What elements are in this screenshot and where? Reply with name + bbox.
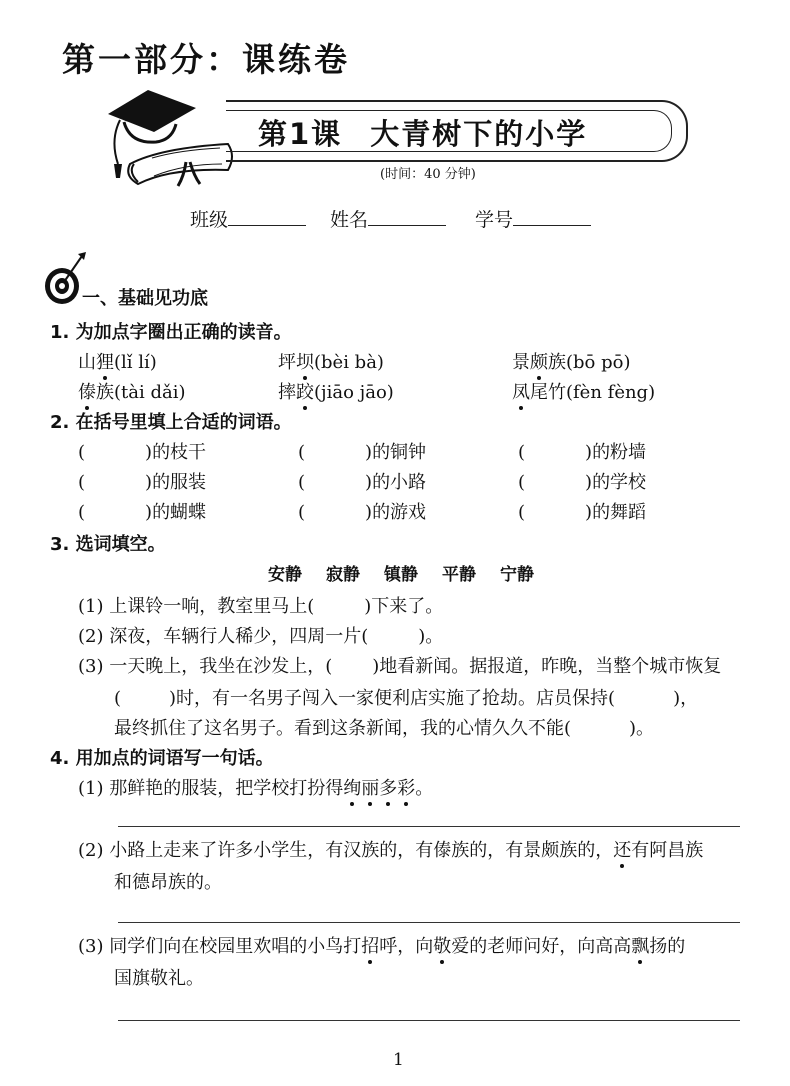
section-title: 一、基础见功底 [82,288,208,309]
id-label: 学号 [475,209,514,231]
q4-sentence-2-line-2: 和德昂族的。 [114,872,222,893]
page-number: 1 [393,1050,404,1070]
q4-sentence-2-line-1: (2) 小路上走来了许多小学生，有汉族的，有傣族的，有景颇族的，还有阿昌族 [78,836,703,862]
q1-item-2[interactable]: 坪坝(bèi bà) [278,348,384,374]
q2-item-5[interactable]: ( )的小路 [298,472,427,493]
class-label: 班级 [190,209,229,231]
class-field [190,205,306,232]
id-field [475,205,591,232]
q2-item-3[interactable]: ( )的粉墙 [518,442,647,463]
answer-line-1[interactable] [118,826,740,827]
word-option: 寂静 [326,565,360,585]
name-blank[interactable] [368,207,446,226]
q2-item-6[interactable]: ( )的学校 [518,472,647,493]
q3-sentence-3-line-1[interactable]: (3) 一天晚上，我坐在沙发上，( )地看新闻。据报道，昨晚，当整个城市恢复 [78,656,722,677]
part-title: 第一部分：课练卷 [62,40,350,79]
word-option: 安静 [268,565,302,585]
q2-item-1[interactable]: ( )的枝干 [78,442,207,463]
q1-item-1[interactable]: 山狸(lǐ lí) [78,348,157,374]
time-note: (时间：40 分钟) [380,167,476,182]
q2-item-9[interactable]: ( )的舞蹈 [518,502,647,523]
q4-sentence-3-line-2: 国旗敬礼。 [114,968,204,989]
q1-item-5[interactable]: 摔跤(jiāo jāo) [278,378,394,404]
q2-item-2[interactable]: ( )的铜钟 [298,442,427,463]
word-option: 宁静 [500,565,534,585]
id-blank[interactable] [513,207,591,226]
word-option: 镇静 [384,565,418,585]
graduation-cap-scroll-icon [90,78,240,190]
target-arrow-icon [38,250,88,306]
q2-item-4[interactable]: ( )的服装 [78,472,207,493]
lesson-number: 第1课 [258,117,343,151]
q3-sentence-3-line-3[interactable]: 最终抓住了这名男子。看到这条新闻，我的心情久久不能( )。 [114,718,655,739]
lesson-title [258,112,587,153]
answer-line-2[interactable] [118,922,740,923]
q3-sentence-3-line-2[interactable]: ( )时，有一名男子闯入一家便利店实施了抢劫。店员保持( )， [114,688,699,709]
answer-line-3[interactable] [118,1020,740,1021]
q1-item-6[interactable]: 凤尾竹(fèn fèng) [512,378,655,404]
q3-sentence-2[interactable]: (2) 深夜，车辆行人稀少，四周一片( )。 [78,626,444,647]
q3-title: 3. 选词填空。 [50,534,166,555]
q4-sentence-1: (1) 那鲜艳的服装，把学校打扮得绚丽多彩。 [78,774,433,800]
q3-word-bank [268,560,558,585]
q2-item-7[interactable]: ( )的蝴蝶 [78,502,207,523]
q4-sentence-3-line-1: (3) 同学们向在校园里欢唱的小鸟打招呼，向敬爱的老师问好，向高高飘扬的 [78,932,685,958]
name-label: 姓名 [330,209,369,231]
lesson-name: 大青树下的小学 [370,117,588,151]
q1-item-3[interactable]: 景颇族(bō pō) [512,348,631,374]
q2-title: 2. 在括号里填上合适的词语。 [50,412,292,433]
q2-item-8[interactable]: ( )的游戏 [298,502,427,523]
q1-item-4[interactable]: 傣族(tài dǎi) [78,378,186,404]
name-field [330,205,446,232]
q4-title: 4. 用加点的词语写一句话。 [50,748,274,769]
class-blank[interactable] [228,207,306,226]
q3-sentence-1[interactable]: (1) 上课铃一响，教室里马上( )下来了。 [78,596,444,617]
word-option: 平静 [442,565,476,585]
q1-title: 1. 为加点字圈出正确的读音。 [50,322,292,343]
